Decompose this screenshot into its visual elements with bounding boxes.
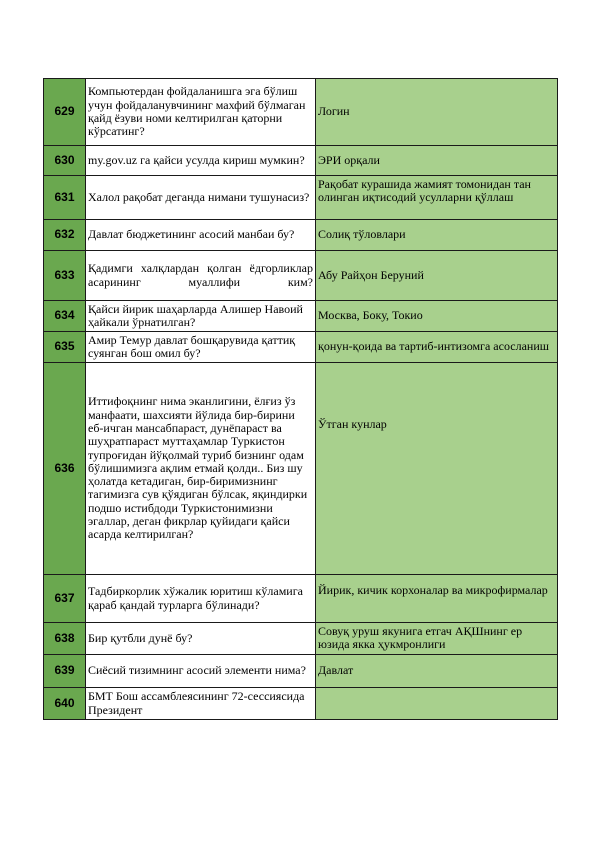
- answer-text: [316, 688, 558, 720]
- question-text: Тадбиркорлик хўжалик юритиш кўламига қараб қандай турларга бўлинади?: [86, 575, 316, 623]
- question-number: 631: [44, 176, 86, 220]
- question-number: 635: [44, 332, 86, 363]
- question-text: Бир қутбли дунё бу?: [86, 623, 316, 655]
- question-text: БМТ Бош ассамблеясининг 72-сессиясида Президент: [86, 688, 316, 720]
- answer-text: Логин: [316, 79, 558, 146]
- question-number: 636: [44, 363, 86, 575]
- answer-text: Совуқ уруш якунига етгач АҚШнинг ер юзида якка ҳукмронлиги: [316, 623, 558, 655]
- answer-text: Рақобат курашида жамият томонидан тан олинган иқтисодий усулларни қўллаш: [316, 176, 558, 220]
- answer-text: Солиқ тўловлари: [316, 220, 558, 251]
- answer-text: Давлат: [316, 655, 558, 688]
- table-row: [44, 251, 558, 301]
- question-number: 633: [44, 251, 86, 301]
- answer-text: Ўтган кунлар: [316, 363, 558, 575]
- answer-text: Абу Райҳон Беруний: [316, 251, 558, 301]
- question-text: Амир Темур давлат бошқарувида қаттиқ суянган бош омил бу?: [86, 332, 316, 363]
- table-row: [44, 332, 558, 363]
- table-row: [44, 79, 558, 146]
- question-number: 639: [44, 655, 86, 688]
- question-number: 634: [44, 301, 86, 332]
- question-number: 629: [44, 79, 86, 146]
- answer-text: Йирик, кичик корхоналар ва микрофирмалар: [316, 575, 558, 623]
- question-text: Иттифоқнинг нима эканлигини, ёлғиз ўз манфаати, шахсияти йўлида бир-бирини еб-ичган мансабпараст, дунёпараст ва шуҳратпараст муттаҳамлар Туркистон тупроғидан йўқолмай туриб бизнинг одам бўлишимизга ақлим етмай қолди.. Биз шу ҳолатда кетадиган, бир-биримизнинг тагимизга сув қўядиган бўлсак, яқиндирки подшо истибдоди Туркистонимизни эгаллар, деган фикрлар қуйидаги қайси асарда келтирилган?: [86, 363, 316, 575]
- qa-table: [43, 78, 558, 720]
- question-number: 638: [44, 623, 86, 655]
- question-text: Компьютердан фойдаланишга эга бўлиш учун фойдаланувчининг махфий бўлмаган қайд ёзуви номи келтирилган қаторни кўрсатинг?: [86, 79, 316, 146]
- table-row: [44, 575, 558, 623]
- question-text: Сиёсий тизимнинг асосий элементи нима?: [86, 655, 316, 688]
- question-text: my.gov.uz га қайси усулда кириш мумкин?: [86, 146, 316, 176]
- answer-text: ЭРИ орқали: [316, 146, 558, 176]
- answer-text: Москва, Боку, Токио: [316, 301, 558, 332]
- question-text: Қадимги халқлардан қолган ёдгорликлар асарининг муаллифи ким?: [86, 251, 316, 301]
- table-row: [44, 623, 558, 655]
- table-row: [44, 146, 558, 176]
- question-number: 630: [44, 146, 86, 176]
- table-row: [44, 688, 558, 720]
- table-row: [44, 301, 558, 332]
- question-text: Қайси йирик шаҳарларда Алишер Навоий ҳайкали ўрнатилган?: [86, 301, 316, 332]
- table-row: [44, 220, 558, 251]
- table-row: [44, 655, 558, 688]
- question-text: Халол рақобат деганда нимани тушунасиз?: [86, 176, 316, 220]
- table-row: [44, 363, 558, 575]
- question-number: 637: [44, 575, 86, 623]
- question-number: 632: [44, 220, 86, 251]
- answer-text: қонун-қоида ва тартиб-интизомга асосланиш: [316, 332, 558, 363]
- question-number: 640: [44, 688, 86, 720]
- table-row: [44, 176, 558, 220]
- question-text: Давлат бюджетининг асосий манбаи бу?: [86, 220, 316, 251]
